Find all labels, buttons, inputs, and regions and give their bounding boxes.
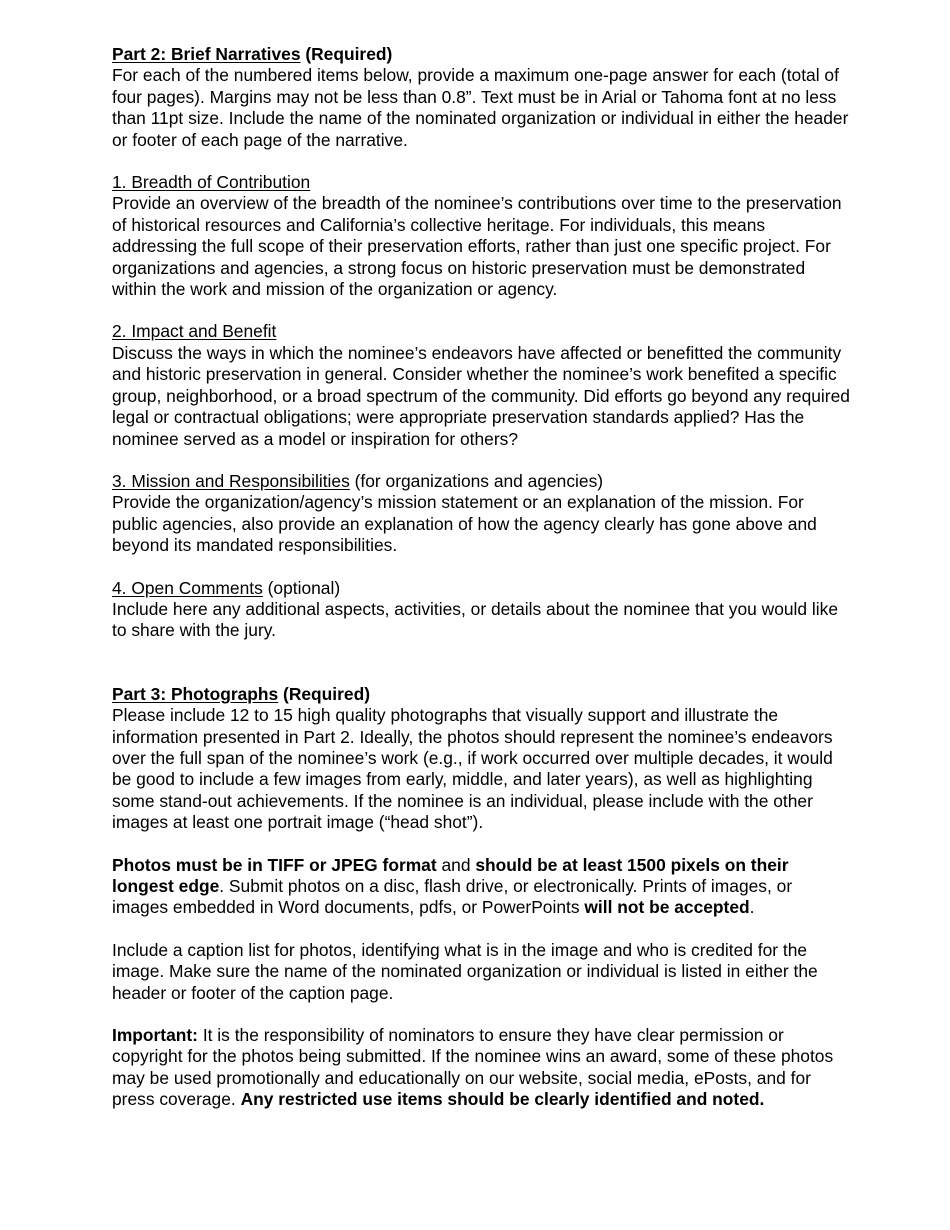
part3-heading <box>112 684 852 705</box>
not-accepted-note: will not be accepted <box>584 897 750 918</box>
part3-heading-title: Part 3: Photographs <box>112 683 279 704</box>
item2-title: 2. Impact and Benefit <box>112 321 277 342</box>
format-requirement: Photos must be in TIFF or JPEG format <box>112 854 437 875</box>
item4-qualifier: (optional) <box>262 577 341 598</box>
part2-heading-title: Part 2: Brief Narratives <box>112 44 301 64</box>
part3-heading-required: (Required) <box>278 683 370 704</box>
important-text: It is the responsibility of nominators to ensure they have clear permission or copyright for the photos being submitted. If the nominee wins an award, some of these photos may be used promotionally and educationally on our website, social media, ePosts, and for press coverage. <box>112 1025 834 1110</box>
item4-heading <box>112 578 852 599</box>
important-label: Important: <box>112 1025 198 1046</box>
item1-heading <box>112 172 852 193</box>
format-text-3: . <box>749 897 755 918</box>
item1-title: 1. Breadth of Contribution <box>112 172 311 193</box>
restricted-use-note: Any restricted use items should be clearly identified and noted. <box>240 1089 765 1110</box>
format-text-2: . Submit photos on a disc, flash drive, or electronically. Prints of images, or images embedded in Word documents, pdfs, or PowerPoints <box>112 876 793 918</box>
item4-body: Include here any additional aspects, activities, or details about the nominee that you would like to share with the jury. <box>112 598 839 641</box>
photo-format-paragraph <box>112 855 852 919</box>
document-body <box>112 44 852 1111</box>
caption-paragraph: Include a caption list for photos, identifying what is in the image and who is credited for the image. Make sure the name of the nominated organization or individual is listed in either the header or footer of the caption page. <box>112 939 818 1003</box>
item3-title: 3. Mission and Responsibilities <box>112 470 350 491</box>
size-requirement: should be at least 1500 pixels on their longest edge <box>112 854 789 896</box>
part2-heading <box>112 44 852 65</box>
part2-intro: For each of the numbered items below, provide a maximum one-page answer for each (total of four pages). Margins may not be less than 0.8”. Text must be in Arial or Tahoma font at no less than 11pt size. Include the name of the nominated organization or individual in either the header or footer of each page of the narrative. <box>112 65 849 150</box>
item3-qualifier: (for organizations and agencies) <box>349 470 604 491</box>
item2-heading <box>112 321 852 342</box>
item3-heading <box>112 471 852 492</box>
part3-intro: Please include 12 to 15 high quality photographs that visually support and illustrate the information presented in Part 2. Ideally, the photos should represent the nominee’s endeavors over the full span of the nominee’s work (e.g., if work occurred over multiple decades, it would be good to include a few images from early, middle, and later years), as well as highlighting some stand-out achievements. If the nominee is an individual, please include with the other images at least one portrait image (“head shot”). <box>112 705 833 833</box>
item3-body: Provide the organization/agency’s mission statement or an explanation of the mission. For public agencies, also provide an explanation of how the agency clearly has gone above and beyond its mandated responsibilities. <box>112 492 817 556</box>
item2-body: Discuss the ways in which the nominee’s endeavors have affected or benefitted the community and historic preservation in general. Consider whether the nominee’s work benefited a specific group, neighborhood, or a broad spectrum of the community. Did efforts go beyond any required legal or contractual obligations; were appropriate preservation standards applied? Has the nominee served as a model or inspiration for others? <box>112 342 850 449</box>
format-text-1: and <box>436 854 476 875</box>
part2-heading-required: (Required) <box>300 44 393 64</box>
important-paragraph <box>112 1025 852 1111</box>
item1-body: Provide an overview of the breadth of the nominee’s contributions over time to the preservation of historical resources and California’s collective heritage. For individuals, this means addressing the full scope of their preservation efforts, rather than just one specific project. For organizations and agencies, a strong focus on historic preservation must be demonstrated within the work and mission of the organization or agency. <box>112 193 842 300</box>
item4-title: 4. Open Comments <box>112 577 263 598</box>
